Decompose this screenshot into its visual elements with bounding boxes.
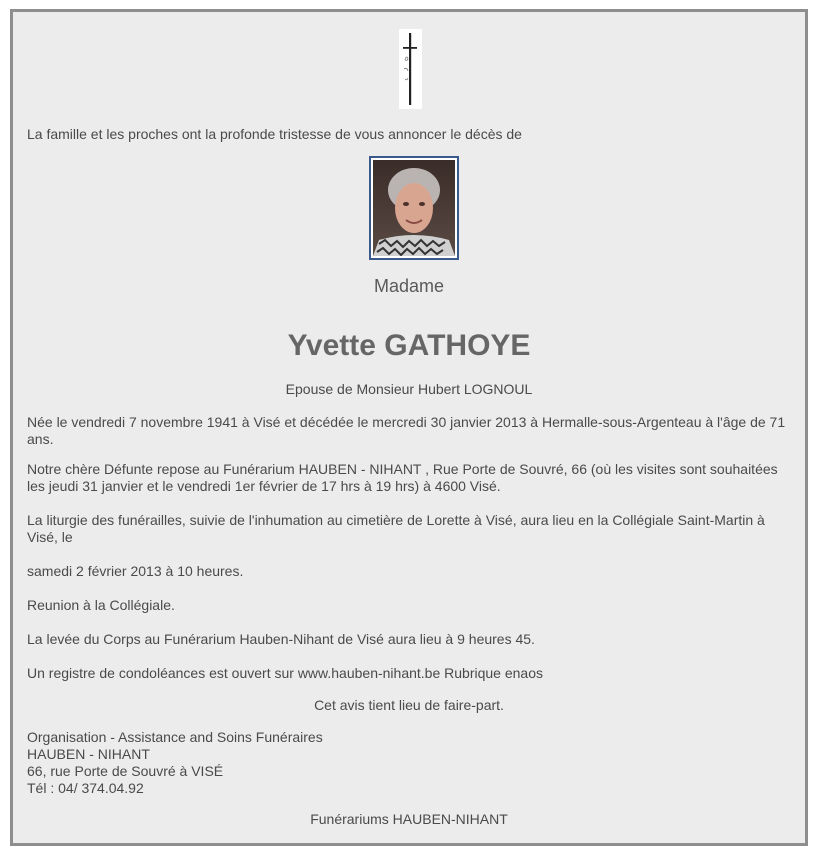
birth-death-paragraph: Née le vendredi 7 novembre 1941 à Visé et décédée le mercredi 30 janvier 2013 à Hermalle-sous-Argenteau à l'âge de 71 ans. <box>27 414 786 447</box>
reunion-line: Reunion à la Collégiale. <box>27 597 175 613</box>
organisation-address: 66, rue Porte de Souvré à VISÉ <box>27 763 224 779</box>
organisation-line-2: HAUBEN - NIHANT <box>27 746 150 762</box>
honorific: Madame <box>373 276 445 296</box>
deceased-name: Yvette GATHOYE <box>287 329 531 362</box>
spouse-line: Epouse de Monsieur Hubert LOGNOUL <box>285 381 533 397</box>
footer-signature: Funérariums HAUBEN-NIHANT <box>310 811 508 827</box>
levee-line: La levée du Corps au Funérarium Hauben-Nihant de Visé aura lieu à 9 heures 45. <box>27 631 535 647</box>
organisation-phone: Tél : 04/ 374.04.92 <box>27 780 144 796</box>
funeral-paragraph: La liturgie des funérailles, suivie de l'inhumation au cimetière de Lorette à Visé, aura lieu en la Collégiale Saint-Martin à Visé, le <box>27 512 765 545</box>
announcement-intro: La famille et les proches ont la profonde tristesse de vous annoncer le décès de <box>27 126 522 142</box>
deceased-portrait <box>369 156 459 260</box>
rest-paragraph: Notre chère Défunte repose au Funérarium HAUBEN - NIHANT , Rue Porte de Souvré, 66 (où les visites sont souhaitées les jeudi 31 janvier et le vendredi 1er février de 17 hrs à 19 hrs) à 4600 Visé. <box>27 461 778 494</box>
organisation-line-1: Organisation - Assistance and Soins Funéraires <box>27 729 323 745</box>
obituary-card <box>10 9 808 846</box>
notice-line: Cet avis tient lieu de faire-part. <box>314 697 504 713</box>
cross-icon <box>399 29 422 109</box>
register-line: Un registre de condoléances est ouvert sur www.hauben-nihant.be Rubrique enaos <box>27 665 543 681</box>
funeral-date: samedi 2 février 2013 à 10 heures. <box>27 563 244 579</box>
